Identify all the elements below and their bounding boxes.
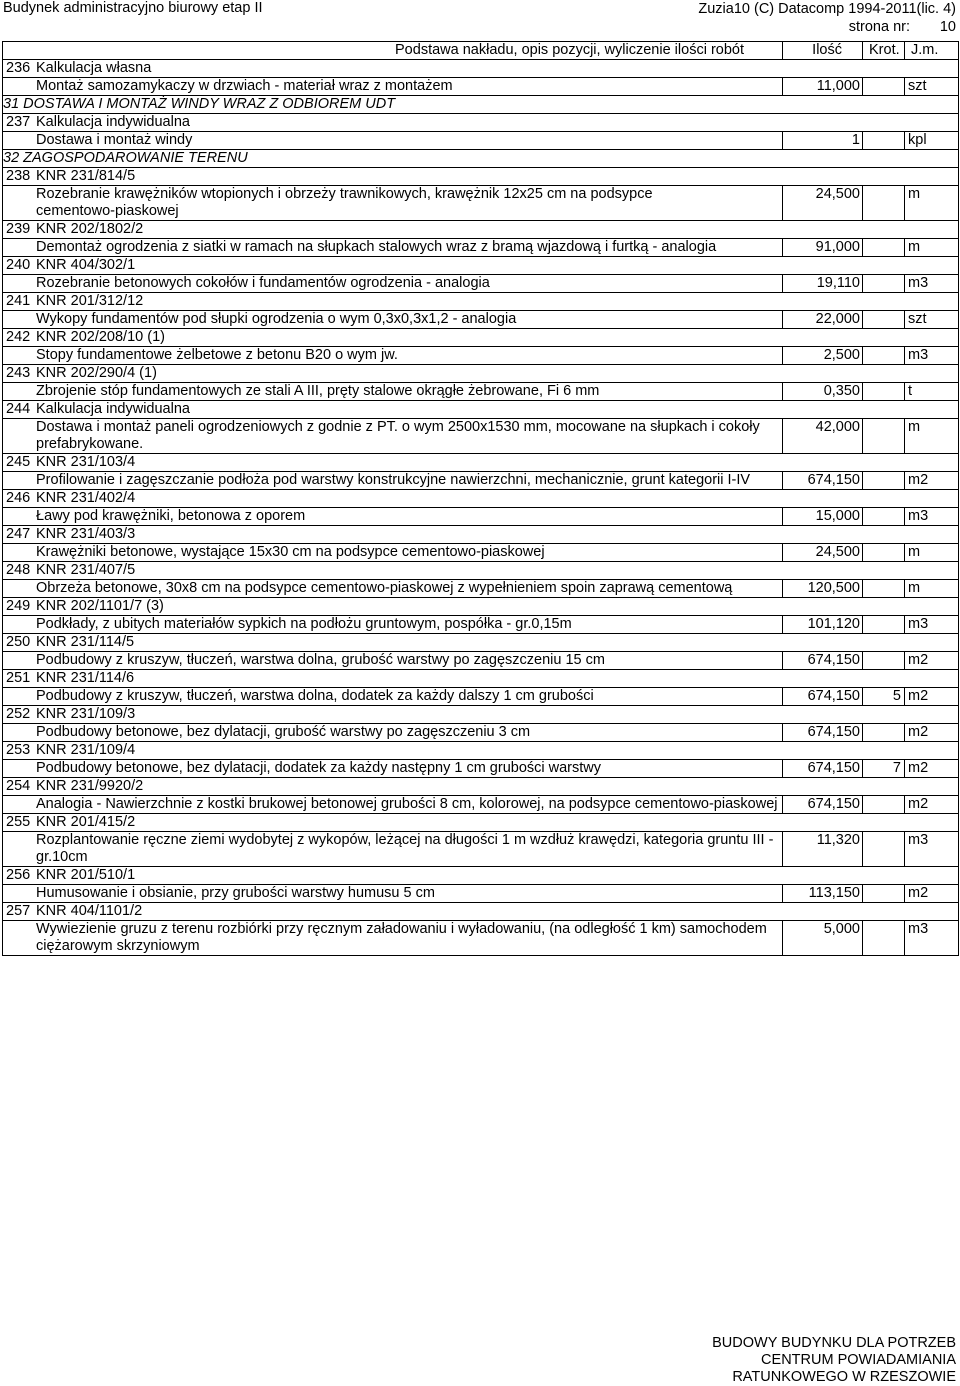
item-basis-cell — [3, 454, 959, 472]
item-unit: m3 — [905, 347, 959, 365]
item-description-line: Rozebranie krawężników wtopionych i obrzeży trawnikowych, krawężnik 12x25 cm na podsypce — [36, 186, 653, 202]
item-description-line: Krawężniki betonowe, wystające 15x30 cm na podsypce cementowo-piaskowej — [36, 544, 545, 560]
item-row — [3, 885, 959, 903]
item-quantity: 674,150 — [783, 652, 863, 670]
item-number: 245 — [6, 454, 31, 470]
item-ref-row — [3, 903, 959, 921]
item-basis: KNR 202/208/10 (1) — [36, 329, 165, 345]
item-ref-row — [3, 706, 959, 724]
page-number: 10 — [939, 19, 956, 35]
item-basis-cell — [3, 562, 959, 580]
item-basis-cell — [3, 168, 959, 186]
item-multiplier — [863, 186, 905, 221]
item-basis: KNR 201/312/12 — [36, 293, 144, 309]
item-basis: KNR 231/114/5 — [36, 634, 135, 650]
item-ref-row — [3, 168, 959, 186]
item-multiplier — [863, 796, 905, 814]
item-description-line: Rozebranie betonowych cokołów i fundamentów ogrodzenia - analogia — [36, 275, 490, 291]
item-multiplier — [863, 724, 905, 742]
program-copyright: Zuzia10 (C) Datacomp 1994-2011(lic. 4) — [698, 1, 956, 17]
item-basis: KNR 231/814/5 — [36, 168, 136, 184]
item-description-cell — [3, 508, 783, 526]
item-ref-row — [3, 454, 959, 472]
item-row — [3, 688, 959, 706]
item-row — [3, 544, 959, 562]
item-multiplier — [863, 616, 905, 634]
item-basis-cell — [3, 490, 959, 508]
item-basis: KNR 231/114/6 — [36, 670, 135, 686]
item-quantity: 674,150 — [783, 688, 863, 706]
item-basis-cell — [3, 401, 959, 419]
item-basis: Kalkulacja indywidualna — [36, 114, 190, 130]
item-multiplier — [863, 311, 905, 329]
item-row — [3, 78, 959, 96]
item-description-line: gr.10cm — [36, 849, 88, 865]
table-header-row — [3, 42, 959, 60]
item-number: 251 — [6, 670, 31, 686]
item-unit: kpl — [905, 132, 959, 150]
footer-line-3: RATUNKOWEGO W RZESZOWIE — [732, 1369, 956, 1385]
item-basis-cell — [3, 598, 959, 616]
item-number: 257 — [6, 903, 31, 919]
item-description-line: Rozplantowanie ręczne ziemi wydobytej z wykopów, leżącej na długości 1 m wzdłuż krawędzi, kategoria gruntu III - — [36, 832, 774, 848]
item-unit: m3 — [905, 508, 959, 526]
item-basis: KNR 202/290/4 (1) — [36, 365, 157, 381]
item-basis-cell — [3, 706, 959, 724]
item-description-line: Podbudowy betonowe, bez dylatacji, dodatek za każdy następny 1 cm grubości warstwy — [36, 760, 602, 776]
item-basis: KNR 404/1101/2 — [36, 903, 143, 919]
item-quantity: 91,000 — [783, 239, 863, 257]
item-basis-cell — [3, 903, 959, 921]
item-description-cell — [3, 419, 783, 454]
item-number: 236 — [6, 60, 31, 76]
footer-investment-name — [712, 1335, 956, 1386]
item-row — [3, 472, 959, 490]
item-number: 254 — [6, 778, 31, 794]
item-ref-row — [3, 742, 959, 760]
item-description-line: Ławy pod krawężniki, betonowa z oporem — [36, 508, 306, 524]
item-multiplier: 5 — [863, 688, 905, 706]
item-multiplier — [863, 544, 905, 562]
item-unit: m — [905, 186, 959, 221]
item-description-line: Wywiezienie gruzu z terenu rozbiórki przy ręcznym załadowaniu i wyładowaniu, (na odległość 1 km) samochodem — [36, 921, 767, 937]
item-ref-row — [3, 526, 959, 544]
item-basis: KNR 231/403/3 — [36, 526, 136, 542]
item-ref-row — [3, 778, 959, 796]
item-row — [3, 347, 959, 365]
item-number: 252 — [6, 706, 31, 722]
item-row — [3, 239, 959, 257]
table-body — [3, 60, 959, 956]
item-basis: Kalkulacja indywidualna — [36, 401, 190, 417]
item-quantity: 11,320 — [783, 832, 863, 867]
item-row — [3, 724, 959, 742]
item-number: 253 — [6, 742, 31, 758]
item-quantity: 24,500 — [783, 544, 863, 562]
item-number: 256 — [6, 867, 31, 883]
item-description-cell — [3, 275, 783, 293]
item-ref-row — [3, 60, 959, 78]
item-quantity: 674,150 — [783, 724, 863, 742]
item-description-cell — [3, 832, 783, 867]
item-basis-cell — [3, 114, 959, 132]
item-ref-row — [3, 401, 959, 419]
item-quantity: 674,150 — [783, 796, 863, 814]
item-unit: m2 — [905, 724, 959, 742]
item-basis: KNR 202/1802/2 — [36, 221, 144, 237]
item-basis: KNR 202/1101/7 (3) — [36, 598, 164, 614]
item-ref-row — [3, 634, 959, 652]
item-description-line: cementowo-piaskowej — [36, 203, 179, 219]
item-ref-row — [3, 814, 959, 832]
item-quantity: 22,000 — [783, 311, 863, 329]
column-header-description: Podstawa nakładu, opis pozycji, wyliczenie ilości robót — [3, 42, 783, 60]
item-multiplier — [863, 652, 905, 670]
item-basis-cell — [3, 365, 959, 383]
item-ref-row — [3, 114, 959, 132]
item-quantity: 15,000 — [783, 508, 863, 526]
item-unit: m2 — [905, 472, 959, 490]
item-basis: KNR 201/510/1 — [36, 867, 136, 883]
item-description-line: Podkłady, z ubitych materiałów sypkich na podłożu gruntowym, pospółka - gr.0,15m — [36, 616, 572, 632]
item-basis-cell — [3, 526, 959, 544]
item-description-line: Dostawa i montaż paneli ogrodzeniowych z godnie z PT. o wym 2500x1530 mm, mocowane na słupkach i cokoły — [36, 419, 760, 435]
item-basis-cell — [3, 60, 959, 78]
item-quantity: 24,500 — [783, 186, 863, 221]
item-description-line: Humusowanie i obsianie, przy grubości warstwy humusu 5 cm — [36, 885, 435, 901]
item-description-cell — [3, 544, 783, 562]
item-basis-cell — [3, 293, 959, 311]
section-row — [3, 96, 959, 114]
item-ref-row — [3, 867, 959, 885]
item-basis: KNR 201/415/2 — [36, 814, 136, 830]
item-description-cell — [3, 186, 783, 221]
item-basis-cell — [3, 778, 959, 796]
item-basis-cell — [3, 257, 959, 275]
item-description-line: Stopy fundamentowe żelbetowe z betonu B20 o wym jw. — [36, 347, 398, 363]
item-description-line: Podbudowy z kruszyw, tłuczeń, warstwa dolna, dodatek za każdy dalszy 1 cm grubości — [36, 688, 594, 704]
item-number: 248 — [6, 562, 31, 578]
item-ref-row — [3, 293, 959, 311]
item-description-cell — [3, 383, 783, 401]
item-unit: m — [905, 580, 959, 598]
item-row — [3, 652, 959, 670]
item-quantity: 113,150 — [783, 885, 863, 903]
item-basis-cell — [3, 814, 959, 832]
item-unit: m2 — [905, 885, 959, 903]
item-multiplier — [863, 347, 905, 365]
item-description-cell — [3, 885, 783, 903]
item-row — [3, 580, 959, 598]
item-multiplier — [863, 921, 905, 956]
item-basis-cell — [3, 329, 959, 347]
cost-estimate-table — [2, 41, 959, 956]
item-multiplier — [863, 275, 905, 293]
item-description-line: ciężarowym skrzyniowym — [36, 938, 200, 954]
item-multiplier — [863, 239, 905, 257]
item-unit: m — [905, 419, 959, 454]
item-basis: Kalkulacja własna — [36, 60, 152, 76]
item-row — [3, 383, 959, 401]
item-multiplier — [863, 472, 905, 490]
item-number: 242 — [6, 329, 31, 345]
item-description-cell — [3, 724, 783, 742]
item-description-cell — [3, 921, 783, 956]
item-number: 249 — [6, 598, 31, 614]
item-row — [3, 419, 959, 454]
item-multiplier — [863, 78, 905, 96]
item-quantity: 120,500 — [783, 580, 863, 598]
item-quantity: 1 — [783, 132, 863, 150]
item-ref-row — [3, 257, 959, 275]
document-title: Budynek administracyjno biurowy etap II — [3, 0, 263, 16]
item-basis-cell — [3, 634, 959, 652]
item-description-line: Podbudowy z kruszyw, tłuczeń, warstwa dolna, grubość warstwy po zagęszczeniu 15 cm — [36, 652, 605, 668]
program-info — [698, 0, 956, 36]
item-multiplier — [863, 885, 905, 903]
item-row — [3, 796, 959, 814]
item-unit: m2 — [905, 688, 959, 706]
item-number: 238 — [6, 168, 31, 184]
item-basis: KNR 231/407/5 — [36, 562, 136, 578]
item-number: 237 — [6, 114, 31, 130]
item-description-cell — [3, 652, 783, 670]
item-quantity: 19,110 — [783, 275, 863, 293]
item-basis-cell — [3, 742, 959, 760]
item-quantity: 11,000 — [783, 78, 863, 96]
item-description-line: Profilowanie i zagęszczanie podłoża pod warstwy konstrukcyjne nawierzchni, mechanicznie, grunt kategorii I-IV — [36, 472, 751, 488]
item-ref-row — [3, 598, 959, 616]
item-row — [3, 832, 959, 867]
item-description-cell — [3, 347, 783, 365]
item-basis: KNR 231/109/4 — [36, 742, 136, 758]
item-unit: m3 — [905, 921, 959, 956]
item-basis-cell — [3, 670, 959, 688]
item-description-cell — [3, 760, 783, 778]
footer-line-2: CENTRUM POWIADAMIANIA — [761, 1352, 956, 1368]
column-header-multiplier: Krot. — [863, 42, 905, 60]
item-row — [3, 921, 959, 956]
item-description-cell — [3, 239, 783, 257]
item-description-cell — [3, 616, 783, 634]
item-description-line: Obrzeża betonowe, 30x8 cm na podsypce cementowo-piaskowej z wypełnieniem spoin zaprawą cementową — [36, 580, 733, 596]
column-header-unit: J.m. — [905, 42, 959, 60]
item-row — [3, 616, 959, 634]
item-ref-row — [3, 562, 959, 580]
item-unit: m — [905, 544, 959, 562]
item-number: 255 — [6, 814, 31, 830]
item-number: 244 — [6, 401, 31, 417]
item-description-line: Demontaż ogrodzenia z siatki w ramach na słupkach stalowych wraz z bramą wjazdową i furtką - analogia — [36, 239, 717, 255]
item-unit: szt — [905, 78, 959, 96]
section-row — [3, 150, 959, 168]
item-row — [3, 311, 959, 329]
item-description-line: Dostawa i montaż windy — [36, 132, 193, 148]
item-ref-row — [3, 365, 959, 383]
item-description-line: Wykopy fundamentów pod słupki ogrodzenia o wym 0,3x0,3x1,2 - analogia — [36, 311, 517, 327]
item-description-cell — [3, 580, 783, 598]
item-unit: m3 — [905, 275, 959, 293]
item-row — [3, 760, 959, 778]
item-basis: KNR 231/9920/2 — [36, 778, 144, 794]
section-title: 31 DOSTAWA I MONTAŻ WINDY WRAZ Z ODBIOREM UDT — [3, 96, 959, 114]
page-indicator — [698, 18, 956, 36]
item-number: 247 — [6, 526, 31, 542]
item-ref-row — [3, 490, 959, 508]
item-number: 246 — [6, 490, 31, 506]
item-row — [3, 275, 959, 293]
item-quantity: 2,500 — [783, 347, 863, 365]
item-description-cell — [3, 796, 783, 814]
item-basis: KNR 231/103/4 — [36, 454, 136, 470]
item-unit: m3 — [905, 832, 959, 867]
item-description-line: Analogia - Nawierzchnie z kostki brukowej betonowej grubości 8 cm, kolorowej, na podsypce cementowo-piaskowej — [36, 796, 778, 812]
item-basis: KNR 404/302/1 — [36, 257, 136, 273]
item-number: 241 — [6, 293, 31, 309]
item-multiplier: 7 — [863, 760, 905, 778]
item-number: 239 — [6, 221, 31, 237]
item-quantity: 5,000 — [783, 921, 863, 956]
item-unit: szt — [905, 311, 959, 329]
item-multiplier — [863, 508, 905, 526]
item-unit: m2 — [905, 652, 959, 670]
item-quantity: 0,350 — [783, 383, 863, 401]
item-basis-cell — [3, 867, 959, 885]
item-number: 240 — [6, 257, 31, 273]
item-number: 250 — [6, 634, 31, 650]
item-ref-row — [3, 670, 959, 688]
item-unit: m2 — [905, 760, 959, 778]
item-description-cell — [3, 472, 783, 490]
item-basis: KNR 231/402/4 — [36, 490, 136, 506]
item-row — [3, 508, 959, 526]
section-title: 32 ZAGOSPODAROWANIE TERENU — [3, 150, 959, 168]
item-multiplier — [863, 580, 905, 598]
footer-line-1: BUDOWY BUDYNKU DLA POTRZEB — [712, 1335, 956, 1351]
item-unit: m — [905, 239, 959, 257]
item-description-cell — [3, 132, 783, 150]
item-unit: m3 — [905, 616, 959, 634]
item-ref-row — [3, 221, 959, 239]
item-unit: t — [905, 383, 959, 401]
item-row — [3, 132, 959, 150]
item-quantity: 674,150 — [783, 760, 863, 778]
item-ref-row — [3, 329, 959, 347]
item-multiplier — [863, 383, 905, 401]
item-quantity: 101,120 — [783, 616, 863, 634]
page-label: strona nr: — [848, 19, 910, 35]
item-basis: KNR 231/109/3 — [36, 706, 136, 722]
item-description-cell — [3, 311, 783, 329]
item-description-line: Podbudowy betonowe, bez dylatacji, grubość warstwy po zagęszczeniu 3 cm — [36, 724, 531, 740]
item-number: 243 — [6, 365, 31, 381]
item-description-line: prefabrykowane. — [36, 436, 144, 452]
item-description-line: Zbrojenie stóp fundamentowych ze stali A III, pręty stalowe okrągłe żebrowane, Fi 6 mm — [36, 383, 600, 399]
item-multiplier — [863, 419, 905, 454]
item-description-cell — [3, 688, 783, 706]
item-quantity: 674,150 — [783, 472, 863, 490]
item-description-line: Montaż samozamykaczy w drzwiach - materiał wraz z montażem — [36, 78, 453, 94]
column-header-quantity: Ilość — [783, 42, 863, 60]
item-unit: m2 — [905, 796, 959, 814]
item-multiplier — [863, 832, 905, 867]
item-row — [3, 186, 959, 221]
item-description-cell — [3, 78, 783, 96]
item-quantity: 42,000 — [783, 419, 863, 454]
item-multiplier — [863, 132, 905, 150]
item-basis-cell — [3, 221, 959, 239]
